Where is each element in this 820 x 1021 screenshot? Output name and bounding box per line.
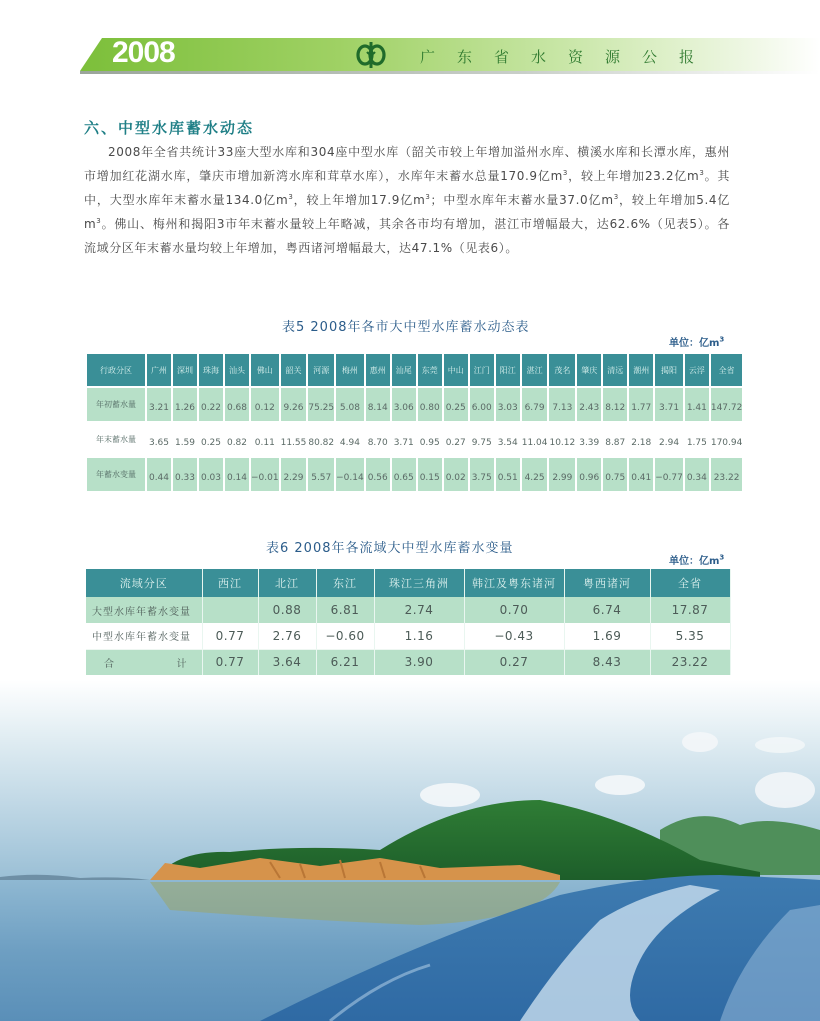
table5-col-header: 深圳 [173,354,197,386]
table5-cell: 0.51 [496,458,520,491]
table5-col-header: 中山 [444,354,468,386]
table5-cell: 23.22 [711,458,743,491]
table5-cell: 2.94 [655,423,683,456]
table6-cell: 6.81 [316,597,374,623]
table6-cell: 3.90 [374,649,464,675]
header-banner-shadow [80,71,820,74]
table5-col-header: 珠海 [199,354,223,386]
table6-col-header: 韩江及粤东诸河 [464,569,564,597]
table5-cell: 4.94 [336,423,364,456]
table5-col-header: 阳江 [496,354,520,386]
table6-header-first: 流域分区 [86,569,202,597]
table5-cell: 5.57 [308,458,334,491]
table6-cell: 0.27 [464,649,564,675]
table6-row [86,623,730,649]
table5-caption: 表5 2008年各市大中型水库蓄水动态表 [282,320,530,335]
table5-cell: 5.08 [336,388,364,421]
total-label-right: 计 [176,658,188,670]
table5-cell: 147.72 [711,388,743,421]
table6-cell [202,597,258,623]
table5-cell: 0.82 [225,423,249,456]
table6-col-header: 西江 [202,569,258,597]
table5-col-header: 揭阳 [655,354,683,386]
table5-col-header: 江门 [470,354,494,386]
table5-row-label: 年末蓄水量 [87,423,145,456]
table5-cell: 0.96 [577,458,601,491]
table5-cell: 3.71 [392,423,416,456]
table5-cell: 3.03 [496,388,520,421]
water-resources-logo-icon [356,40,386,70]
table6-cell: 0.70 [464,597,564,623]
table5-cell: 8.70 [366,423,390,456]
table5-row-label: 年蓄水变量 [87,458,145,491]
table5-cell: 7.13 [549,388,575,421]
table5-cell: −0.14 [336,458,364,491]
table5-cell: 3.06 [392,388,416,421]
table5-cell: 10.12 [549,423,575,456]
table5-cell: 0.12 [251,388,279,421]
table5-col-header: 肇庆 [577,354,601,386]
table5-cell: 9.75 [470,423,494,456]
table5-cell: 1.41 [685,388,709,421]
table5-cell: 2.18 [629,423,653,456]
table5-cell: 6.79 [522,388,548,421]
table5-cell: 3.75 [470,458,494,491]
table5-col-header: 云浮 [685,354,709,386]
table5-cell: 0.25 [444,388,468,421]
table5-cell: 0.44 [147,458,171,491]
report-year: 2008 [112,36,175,69]
table6-cell: 0.77 [202,649,258,675]
table5-cell: 3.71 [655,388,683,421]
table5-cell: 6.00 [470,388,494,421]
table5-cell: 0.75 [603,458,627,491]
table5-col-header: 汕尾 [392,354,416,386]
table5-header-first: 行政分区 [87,354,145,386]
table5-col-header: 清远 [603,354,627,386]
table5-row [87,458,742,491]
table5-cell: 80.82 [308,423,334,456]
total-label-left: 合 [104,658,115,670]
table6-row-label: 大型水库年蓄水变量 [86,597,202,623]
table5-cell: 0.68 [225,388,249,421]
table5-cell: −0.01 [251,458,279,491]
table6-col-header: 东江 [316,569,374,597]
table5-cell: 0.22 [199,388,223,421]
section-title: 六、中型水库蓄水动态 [84,119,255,137]
table5-cell: 8.14 [366,388,390,421]
table6-cell: 1.69 [564,623,650,649]
table5-cell: 1.75 [685,423,709,456]
table5-col-header: 茂名 [549,354,575,386]
table5-cell: 2.43 [577,388,601,421]
table5-cell: 3.21 [147,388,171,421]
table5-row-label: 年初蓄水量 [87,388,145,421]
reservoir-landscape-photo [0,680,820,1021]
table6-cell: 0.88 [258,597,316,623]
table6-cell: 6.74 [564,597,650,623]
table5-col-header: 潮州 [629,354,653,386]
table5-cell: 0.65 [392,458,416,491]
table5-col-header: 湛江 [522,354,548,386]
table5-col-header: 东莞 [418,354,442,386]
table5-cell: 0.95 [418,423,442,456]
table6-cell: 3.64 [258,649,316,675]
table5-cell: 1.59 [173,423,197,456]
table5-cell: 0.14 [225,458,249,491]
table5-cell: 75.25 [308,388,334,421]
table5-col-header: 梅州 [336,354,364,386]
table5-cell: 0.34 [685,458,709,491]
table6-col-header: 珠江三角洲 [374,569,464,597]
table5-cell: 170.94 [711,423,743,456]
table5-unit: 单位：亿$m^3$ [669,335,725,349]
table5-col-header: 全省 [711,354,743,386]
table6-row-label: 中型水库年蓄水变量 [86,623,202,649]
table5-cell: 0.27 [444,423,468,456]
table5-cell: 0.56 [366,458,390,491]
table5-cell: 0.11 [251,423,279,456]
table5-col-header: 广州 [147,354,171,386]
table6-cell: 6.21 [316,649,374,675]
table5-cell: 4.25 [522,458,548,491]
table6-cell: −0.43 [464,623,564,649]
table6-cell: 0.77 [202,623,258,649]
table6-header-row [86,569,730,597]
table5-col-header: 惠州 [366,354,390,386]
table6-col-header: 粤西诸河 [564,569,650,597]
table6-row [86,597,730,623]
table5-col-header: 汕头 [225,354,249,386]
table5-cell: 0.41 [629,458,653,491]
table5-cell: 11.04 [522,423,548,456]
table5-header-row [87,354,742,386]
table5-city-reservoir-storage [85,352,744,493]
table6-row [86,649,730,675]
table5-cell: 1.77 [629,388,653,421]
table5-cell: 2.99 [549,458,575,491]
table5-cell: −0.77 [655,458,683,491]
table6-col-header: 北江 [258,569,316,597]
table5-cell: 3.65 [147,423,171,456]
table6-basin-reservoir-change [86,569,731,675]
table5-cell: 0.80 [418,388,442,421]
table5-cell: 3.54 [496,423,520,456]
table5-cell: 0.03 [199,458,223,491]
table5-cell: 0.02 [444,458,468,491]
table6-cell: 8.43 [564,649,650,675]
table6-cell: 1.16 [374,623,464,649]
table6-cell: 2.74 [374,597,464,623]
table6-cell: 17.87 [650,597,730,623]
table6-row-label [86,649,202,675]
table5-cell: 9.26 [281,388,307,421]
table6-cell: 2.76 [258,623,316,649]
table5-cell: 3.39 [577,423,601,456]
table5-col-header: 佛山 [251,354,279,386]
table6-col-header: 全省 [650,569,730,597]
section-paragraph: 2008年全省共统计33座大型水库和304座中型水库（韶关市较上年增加溢州水库、横溪水库和长潭水库，惠州市增加红花湖水库，肇庆市增加新湾水库和茸草水库），水库年末蓄水总量170.9亿$m^3$，较上年增加23.2亿$m^3$。其中，大型水库年末蓄水量134.0亿$m^3$，较上年增加17.9亿$m^3$；中型水库年末蓄水量37.0亿$m^3$，较上年增加5.4亿$m^3$。佛山、梅州和揭阳3市年末蓄水量较上年略减，其余各市均有增加，湛江市增幅最大，达62.6%（见表5）。各流域分区年末蓄水量均较上年增加，粤西诸河增幅最大，达47.1%（见表6）。 [84,145,730,255]
table5-col-header: 韶关 [281,354,307,386]
table5-col-header: 河源 [308,354,334,386]
table6-caption: 表6 2008年各流域大中型水库蓄水变量 [266,541,514,556]
table5-row [87,388,742,421]
table6-unit: 单位：亿$m^3$ [669,553,725,567]
table5-cell: 0.25 [199,423,223,456]
table6-cell: 23.22 [650,649,730,675]
table5-cell: 0.15 [418,458,442,491]
table5-row [87,423,742,456]
table5-cell: 11.55 [281,423,307,456]
table5-cell: 8.12 [603,388,627,421]
table5-cell: 8.87 [603,423,627,456]
table5-cell: 0.33 [173,458,197,491]
table6-cell: −0.60 [316,623,374,649]
publication-title: 广东省水资源公报 [420,48,717,66]
table6-cell: 5.35 [650,623,730,649]
table5-cell: 1.26 [173,388,197,421]
table5-cell: 2.29 [281,458,307,491]
